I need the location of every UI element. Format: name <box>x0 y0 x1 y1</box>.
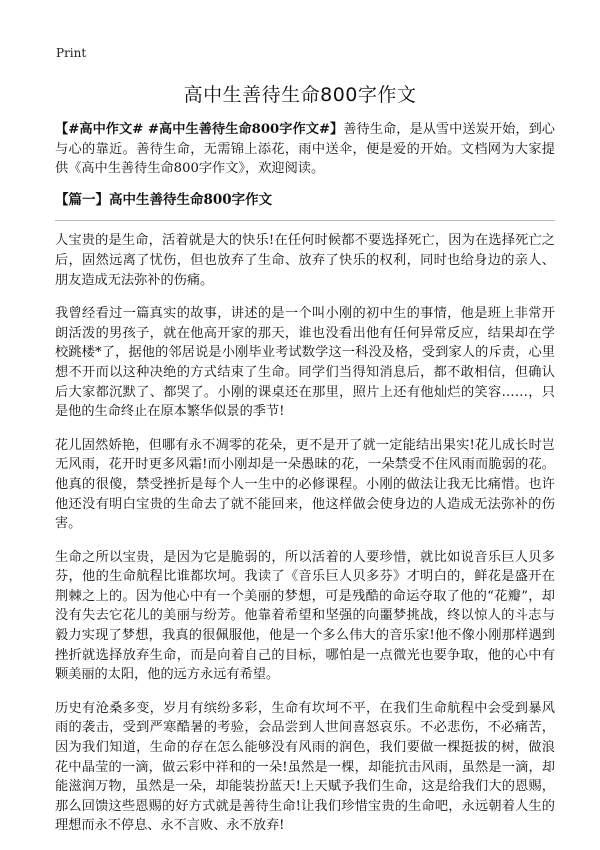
page-title: 高中生善待生命800字作文 <box>183 84 417 106</box>
article-body <box>55 120 555 850</box>
intro-text: 善待生命，是从雪中送炭开始，到心与心的靠近。善待生命，无需锦上添花，雨中送伞，便是爱的开始。文档网为大家提供《高中生善待生命800字作文》，欢迎阅读。 <box>55 122 555 177</box>
paragraph-1: 人宝贵的是生命，活着就是大的快乐!在任何时候都不要选择死亡，因为在选择死亡之后，固然远离了忧伤，但也放弃了生命、放弃了快乐的权利，同时也给身边的亲人、朋友造成无法弥补的伤痛。 <box>55 233 555 288</box>
paragraph-3: 花儿固然娇艳，但哪有永不凋零的花朵，更不是开了就一定能结出果实!花儿成长时岂无风雨，花开时更多风霜!而小刚却是一朵愚昧的花，一朵禁受不住风雨而脆弱的花。他真的很傻，禁受挫折是每个人一生中的必修课程。小刚的做法让我无比痛惜。也许他还没有明白宝贵的生命去了就不能回来，他这样做会使身边的人造成无法弥补的伤害。 <box>55 437 555 532</box>
paragraph-4: 生命之所以宝贵，是因为它是脆弱的，所以活着的人要珍惜，就比如说音乐巨人贝多芬，他的生命航程比谁都坎坷。我读了《音乐巨人贝多芬》才明白的，鲜花是盛开在荆棘之上的。因为他心中有一个美丽的梦想，可是残酷的命运夺取了他的“花瓣”，却没有失去它花儿的美丽与纷芳。他靠着希望和坚强的向噩梦挑战，终以惊人的斗志与毅力实现了梦想，我真的很佩服他，他是一个多么伟大的音乐家!他不像小刚那样遇到挫折就选择放弃生命，而是向着自己的目标，哪怕是一点微光也要争取，他的心中有颗美丽的太阳，他的远方永远有希望。 <box>55 549 555 683</box>
print-link[interactable]: Print <box>56 46 87 60</box>
section-heading: 【篇一】高中生善待生命800字作文 <box>55 191 273 208</box>
paragraph-5: 历史有沧桑多变，岁月有缤纷多彩，生命有坎坷不平，在我们生命航程中会受到暴风雨的袭击，受到严寒酷暑的考验，会品尝到人世间喜怒哀乐。不必悲伤，不必痛苦，因为我们知道，生命的存在怎么能够没有风雨的润色，我们要做一棵挺拔的树，做浪花中晶莹的一滴，做云彩中祥和的一朵!虽然是一棵，却能抗击风雨，虽然是一滴，却能滋润万物，虽然是一朵，却能装扮蓝天!上天赋予我们生命，这是给我们大的恩赐，那么回馈这些恩赐的好方式就是善待生命!让我们珍惜宝贵的生命吧，永远朝着人生的理想而永不停息、永不言败、永不放弃! <box>55 700 555 834</box>
intro-paragraph <box>55 120 555 179</box>
paragraph-2: 我曾经看过一篇真实的故事，讲述的是一个叫小刚的初中生的事情，他是班上非常开朗活泼的男孩子，就在他高开家的那天，谁也没看出他有任何异常反应，结果却在学校跳楼*了，据他的邻居说是小刚毕业考试数学这一科没及格，受到家人的斥责，心里想不开而以这种决绝的方式结束了生命。同学们当得知消息后，都不敢相信，但确认后大家都沉默了、都哭了。小刚的课桌还在那里，照片上还有他灿烂的笑容……，只是他的生命终止在原本繁华似景的季节! <box>55 306 555 420</box>
divider <box>55 220 555 221</box>
intro-tags: 【#高中作文# #高中生善待生命800字作文#】 <box>55 122 344 137</box>
